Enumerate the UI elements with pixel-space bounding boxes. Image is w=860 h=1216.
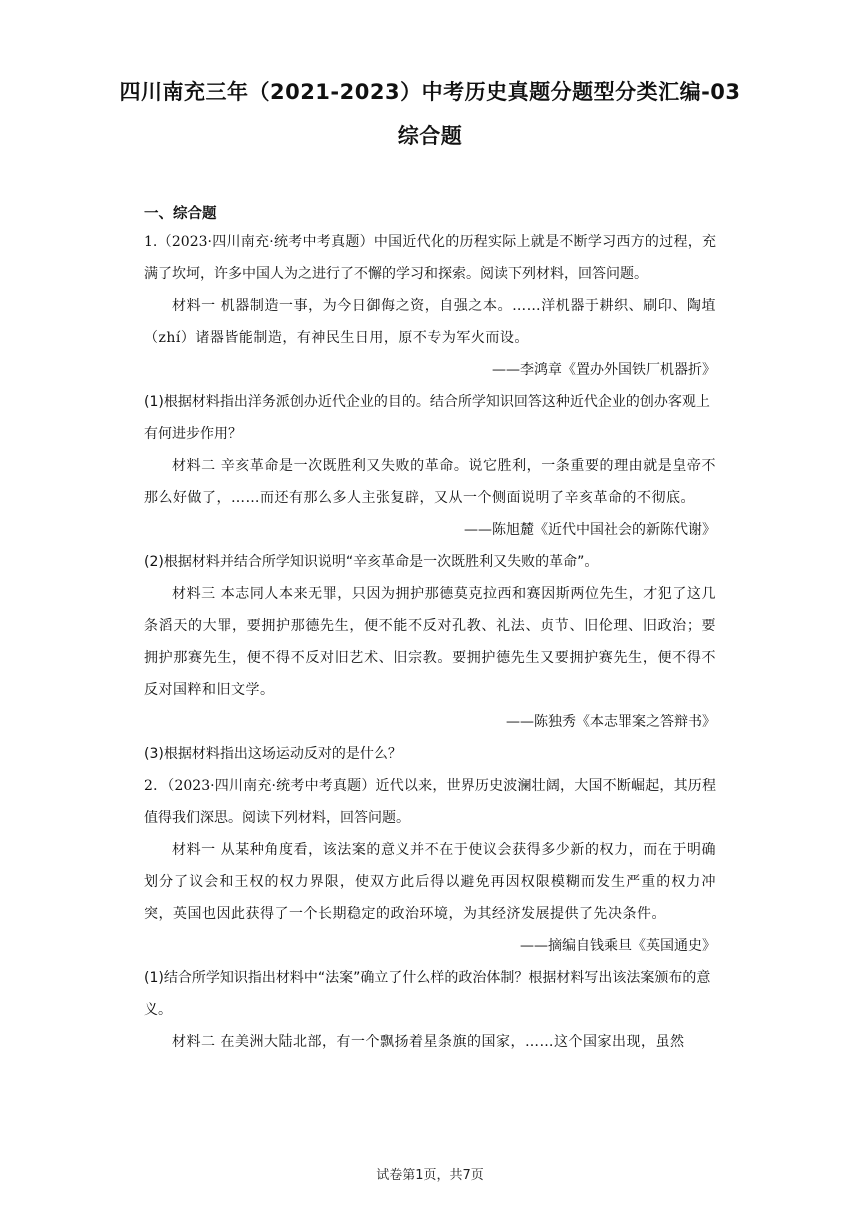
q1-source-3: ——陈独秀《本志罪案之答辩书》 <box>506 714 716 730</box>
q2-material-2: 材料二 在美洲大陆北部，有一个飘扬着星条旗的国家，……这个国家出现，虽然 <box>172 1034 685 1050</box>
page-footer: 试卷第1页，共7页 <box>376 1168 484 1183</box>
q1-source-2: ——陈旭麓《近代中国社会的新陈代谢》 <box>464 522 716 538</box>
q1-sub-question-2: (2)根据材料并结合所学知识说明“辛亥革命是一次既胜利又失败的革命”。 <box>144 554 599 570</box>
q1-sub-question-3: (3)根据材料指出这场运动反对的是什么？ <box>144 746 402 762</box>
q1-material-3: 材料三 本志同人本来无罪，只因为拥护那德莫克拉西和赛因斯两位先生，才犯了这几条滔天的大罪，要拥护那德先生，便不能不反对孔教、礼法、贞节、旧伦理、旧政治；要拥护那赛先生，便不得不反对旧艺术、旧宗教。要拥护德先生又要拥护赛先生，便不得不反对国粹和旧文学。 <box>144 586 716 698</box>
q2-sub-question-1: (1)结合所学知识指出材料中“法案”确立了什么样的政治体制？根据材料写出该法案颁布的意义。 <box>144 970 711 1018</box>
q1-material-2: 材料二 辛亥革命是一次既胜利又失败的革命。说它胜利，一条重要的理由就是皇帝不那么好做了，……而还有那么多人主张复辟，又从一个侧面说明了辛亥革命的不彻底。 <box>144 458 716 506</box>
question-2-intro: 2．（2023·四川南充·统考中考真题）近代以来，世界历史波澜壮阔，大国不断崛起，其历程值得我们深思。阅读下列材料，回答问题。 <box>144 778 716 826</box>
question-1-intro: 1.（2023·四川南充·统考中考真题）中国近代化的历程实际上就是不断学习西方的过程，充满了坎坷，许多中国人为之进行了不懈的学习和探索。阅读下列材料，回答问题。 <box>144 234 716 282</box>
q2-source-1: ——摘编自钱乘旦《英国通史》 <box>520 938 716 954</box>
document-title-line2: 综合题 <box>397 124 463 148</box>
q2-material-1: 材料一 从某种角度看，该法案的意义并不在于使议会获得多少新的权力，而在于明确划分了议会和王权的权力界限，使双方此后得以避免再因权限模糊而发生严重的权力冲突，英国也因此获得了一个长期稳定的政治环境，为其经济发展提供了先决条件。 <box>144 842 716 922</box>
q1-material-1: 材料一 机器制造一事，为今日御侮之资，自强之本。……洋机器于耕织、刷印、陶埴（zhí）诸器皆能制造，有神民生日用，原不专为军火而设。 <box>144 298 716 346</box>
q1-source-1: ——李鸿章《置办外国铁厂机器折》 <box>492 362 716 378</box>
section-heading: 一、综合题 <box>144 206 217 222</box>
document-body <box>144 226 716 1058</box>
document-title-line1: 四川南充三年（2021-2023）中考历史真题分题型分类汇编-03 <box>119 80 741 104</box>
q1-sub-question-1: (1)根据材料指出洋务派创办近代企业的目的。结合所学知识回答这种近代企业的创办客观上有何进步作用？ <box>144 394 710 442</box>
